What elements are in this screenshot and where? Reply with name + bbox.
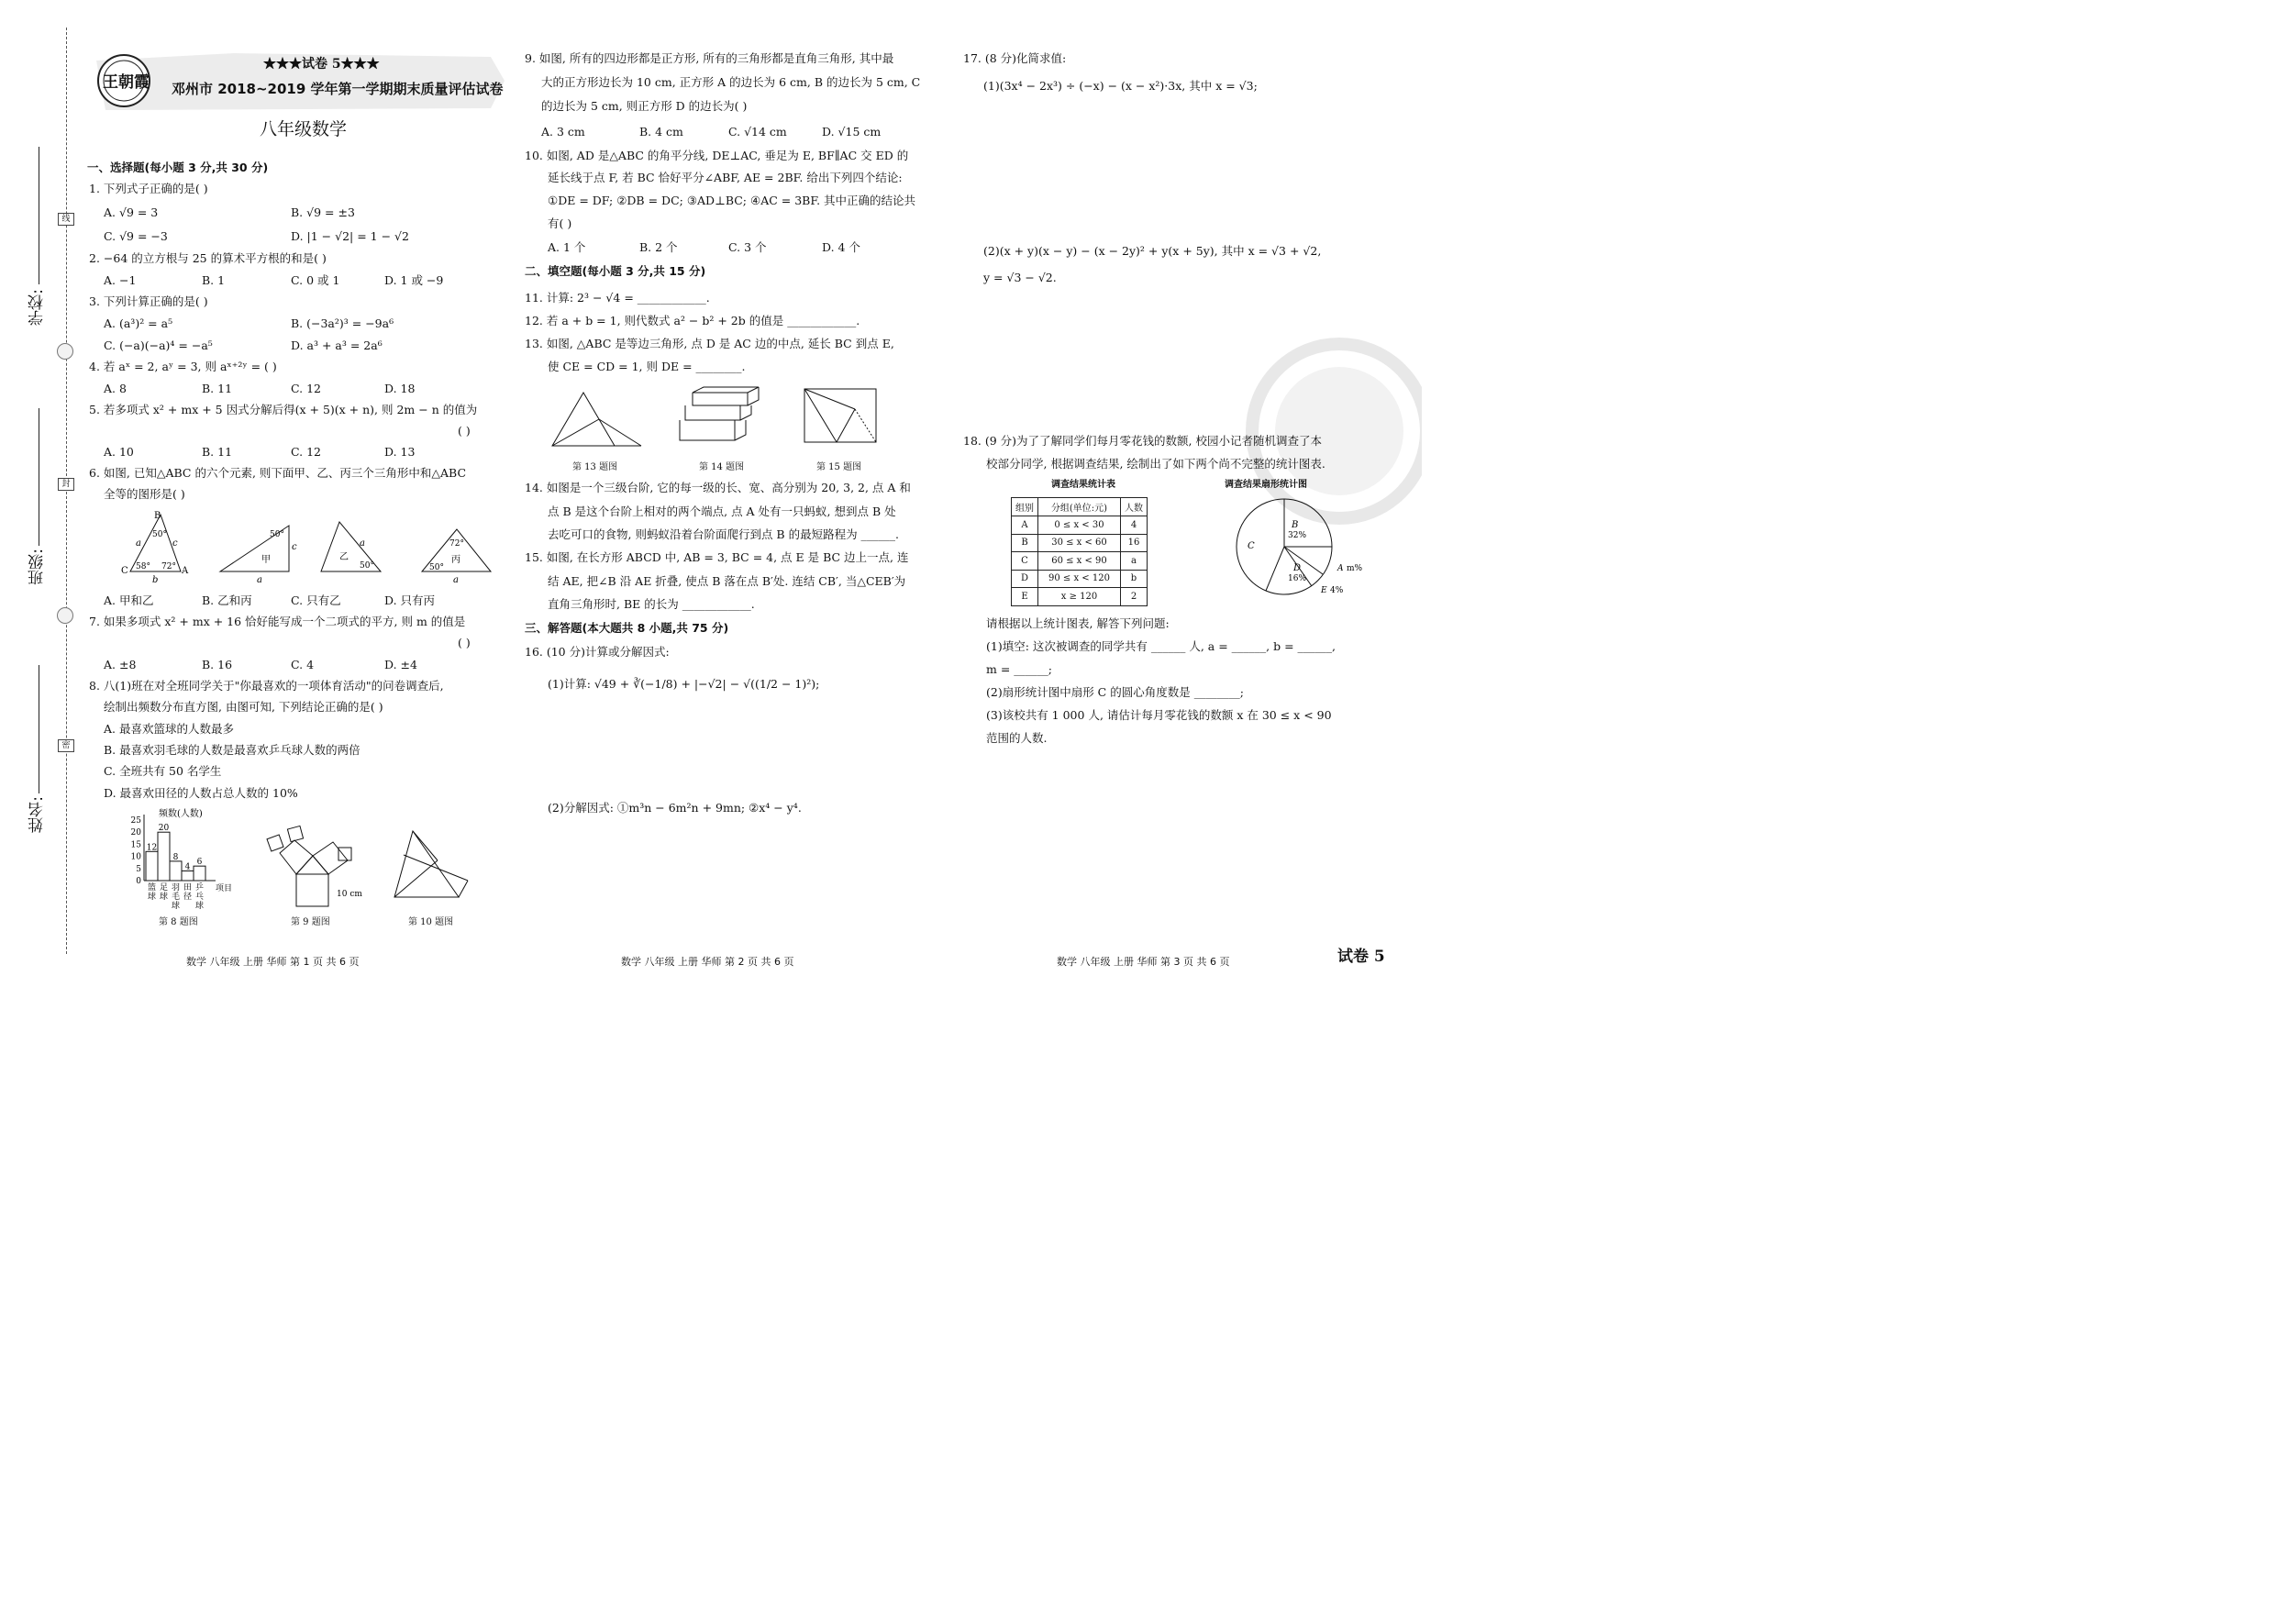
q7-option-d: D. ±4	[384, 658, 417, 671]
fig6-bing: 丙	[451, 555, 460, 565]
pie-label-D: D	[1293, 563, 1302, 573]
cut-line	[66, 28, 67, 954]
question-14: 14. 如图是一个三级台阶, 它的每一级的长、宽、高分别为 20, 3, 2, 点 A 和	[525, 481, 911, 494]
question-4: 4. 若 aˣ = 2, aʸ = 3, 则 aˣ⁺²ʸ = ( )	[89, 360, 277, 373]
fig6-side-a: a	[136, 538, 141, 549]
table-cell: C	[1012, 552, 1038, 571]
question-2: 2. −64 的立方根与 25 的算术平方根的和是( )	[89, 251, 327, 265]
question-8-cont: 绘制出频数分布直方图, 由图可知, 下列结论正确的是( )	[104, 700, 383, 714]
section-3-heading: 三、解答题(本大题共 8 小题,共 75 分)	[525, 621, 729, 635]
section-2-heading: 二、填空题(每小题 3 分,共 15 分)	[525, 264, 706, 278]
fig6-bing-a: a	[453, 575, 459, 585]
question-14-cont2: 去吃可口的食物, 则蚂蚁沿着台阶面爬行到点 B 的最短路程为 ______.	[548, 527, 900, 541]
hist-category-label: 球	[171, 902, 181, 911]
hist-bar	[194, 866, 205, 881]
fig6-bing-angle-72: 72°	[449, 539, 464, 549]
question-6-cont: 全等的图形是( )	[104, 487, 185, 501]
figure-6	[119, 509, 505, 587]
hist-bar-label: 4	[184, 862, 191, 872]
table-cell: 2	[1121, 588, 1148, 606]
question-16-part2: (2)分解因式: ①m³n − 6m²n + 9mn; ②x⁴ − y⁴.	[548, 801, 802, 815]
question-7: 7. 如果多项式 x² + mx + 16 恰好能写成一个二项式的平方, 则 m 的值是	[89, 615, 466, 628]
figure-9-caption: 第 9 题图	[291, 917, 330, 927]
q3-option-c: C. (−a)(−a)⁴ = −a⁵	[104, 338, 213, 352]
pie-label-A: A	[1337, 564, 1344, 573]
q10-option-a: A. 1 个	[548, 240, 586, 254]
question-6: 6. 如图, 已知△ABC 的六个元素, 则下面甲、乙、丙三个三角形中和△ABC	[89, 466, 467, 480]
table-row	[1012, 516, 1148, 535]
hist-y-tick: 0	[136, 877, 141, 886]
q8-option-b: B. 最喜欢羽毛球的人数是最喜欢乒乓球人数的两倍	[104, 743, 360, 757]
q1-option-d: D. |1 − √2| = 1 − √2	[291, 229, 409, 243]
question-16: 16. (10 分)计算或分解因式:	[525, 645, 670, 659]
q9-option-a: A. 3 cm	[541, 125, 585, 139]
table-cell: b	[1121, 570, 1148, 588]
hist-bar-label: 20	[158, 824, 170, 834]
binding-gutter	[0, 0, 87, 998]
question-12: 12. 若 a + b = 1, 则代数式 a² − b² + 2b 的值是 ____________.	[525, 314, 860, 327]
q5-option-d: D. 13	[384, 445, 416, 459]
q7-option-c: C. 4	[291, 658, 315, 671]
hist-category-label: 田	[183, 883, 193, 893]
pie-pct-E: 4%	[1330, 586, 1344, 595]
table-cell: A	[1012, 516, 1038, 535]
hist-y-tick: 10	[130, 852, 141, 862]
fig6-jia: 甲	[261, 555, 271, 565]
seal-mark: 封	[58, 478, 74, 491]
question-5: 5. 若多项式 x² + mx + 5 因式分解后得(x + 5)(x + n), 则 2m − n 的值为	[89, 403, 478, 416]
pie-chart	[1220, 495, 1385, 601]
table-cell: B	[1012, 534, 1038, 552]
q7-paren: ( )	[458, 636, 471, 649]
figure-15	[795, 383, 887, 455]
q8-option-c: C. 全班共有 50 名学生	[104, 764, 222, 778]
fig6-yi-a: a	[360, 538, 365, 549]
table-row	[1012, 570, 1148, 588]
fig6-jia-c: c	[292, 542, 297, 552]
hist-y-tick: 20	[130, 828, 141, 838]
seal-mark: 线	[58, 213, 74, 226]
hist-category-label: 羽	[171, 883, 181, 893]
hist-category-label: 球	[159, 893, 169, 902]
q9-option-c: C. √14 cm	[728, 125, 787, 139]
paper-number: ★★★试卷 5★★★	[263, 57, 380, 72]
fig6-side-c: c	[172, 538, 178, 549]
table-row	[1012, 552, 1148, 571]
subject-title: 八年级数学	[260, 119, 348, 139]
figure-13	[545, 385, 655, 457]
question-9-cont: 大的正方形边长为 10 cm, 正方形 A 的边长为 6 cm, B 的边长为 5 cm, C	[541, 75, 921, 89]
table-cell: x ≥ 120	[1038, 588, 1121, 606]
question-15-cont: 结 AE, 把∠B 沿 AE 折叠, 使点 B 落在点 B′处. 连结 CB′, 当△CEB′为	[548, 574, 906, 588]
question-13-cont: 使 CE = CD = 1, 则 DE = ________.	[548, 360, 746, 373]
q4-option-a: A. 8	[104, 382, 127, 395]
hist-bar-label: 8	[172, 852, 179, 862]
question-11: 11. 计算: 2³ − √4 = ____________.	[525, 291, 710, 305]
table-cell: 16	[1121, 534, 1148, 552]
hist-y-tick: 25	[130, 816, 141, 826]
question-18-part3: (3)该校共有 1 000 人, 请估计每月零花钱的数额 x 在 30 ≤ x < 90	[986, 708, 1332, 722]
question-17-part2: (2)(x + y)(x − y) − (x − 2y)² + y(x + 5y), 其中 x = √3 + √2,	[983, 244, 1322, 258]
q5-option-b: B. 11	[202, 445, 233, 459]
q2-option-c: C. 0 或 1	[291, 273, 340, 287]
hist-category-label: 径	[183, 893, 193, 902]
pie-pct-B: 32%	[1288, 531, 1307, 540]
fig6-angle-58: 58°	[136, 562, 150, 571]
hist-y-tick: 15	[130, 840, 141, 850]
q2-option-a: A. −1	[104, 273, 137, 287]
q3-option-a: A. (a³)² = a⁵	[104, 316, 173, 330]
q6-option-d: D. 只有丙	[384, 593, 436, 607]
page-1	[87, 0, 509, 998]
question-15-cont2: 直角三角形时, BE 的长为 ____________.	[548, 597, 755, 611]
question-18-instruction: 请根据以上统计图表, 解答下列问题:	[986, 616, 1170, 630]
question-17: 17. (8 分)化简求值:	[963, 51, 1067, 65]
question-18-part1-cont: m = ______;	[986, 662, 1052, 676]
table-cell: 90 ≤ x < 120	[1038, 570, 1121, 588]
question-10: 10. 如图, AD 是△ABC 的角平分线, DE⊥AC, 垂足为 E, BF∥AC 交 ED 的	[525, 149, 909, 162]
question-10-cont: 延长线于点 F, 若 BC 恰好平分∠ABF, AE = 2BF. 给出下列四个结论:	[548, 171, 903, 184]
table-header-cell: 分组(单位:元)	[1038, 498, 1121, 516]
table-cell: 4	[1121, 516, 1148, 535]
footer-page-2: 数学 八年级 上册 华师 第 2 页 共 6 页	[621, 956, 794, 968]
question-18-part2: (2)扇形统计图中扇形 C 的圆心角度数是 ________;	[986, 685, 1244, 699]
q1-option-b: B. √9 = ±3	[291, 205, 355, 219]
hist-bar-label: 12	[146, 843, 158, 853]
class-label: 班级:	[28, 549, 47, 585]
q5-paren: ( )	[458, 424, 471, 438]
q5-option-c: C. 12	[291, 445, 321, 459]
table-header-cell: 人数	[1121, 498, 1148, 516]
fig6-yi-angle: 50°	[360, 561, 374, 571]
figure-8-caption: 第 8 题图	[159, 917, 198, 927]
figure-14-caption: 第 14 题图	[699, 462, 745, 472]
binding-hole	[57, 343, 73, 360]
logo: 王朝霞	[103, 73, 150, 92]
hist-category-label: 球	[194, 902, 205, 911]
section-1-heading: 一、选择题(每小题 3 分,共 30 分)	[87, 161, 269, 174]
q1-option-c: C. √9 = −3	[104, 229, 168, 243]
question-8: 8. 八(1)班在对全班同学关于"你最喜欢的一项体育活动"的问卷调查后,	[89, 679, 444, 693]
figure-13-caption: 第 13 题图	[572, 462, 618, 472]
q6-option-a: A. 甲和乙	[104, 593, 154, 607]
fig6-yi: 乙	[339, 552, 349, 562]
footer-page-3: 数学 八年级 上册 华师 第 3 页 共 6 页	[1057, 956, 1230, 968]
hist-category-label: 足	[159, 883, 169, 893]
figure-8-histogram	[124, 804, 248, 914]
table-header-row	[1012, 498, 1148, 516]
hist-bar	[146, 851, 158, 881]
question-9-cont2: 的边长为 5 cm, 则正方形 D 的边长为( )	[541, 99, 748, 113]
question-14-cont: 点 B 是这个台阶上相对的两个端点, 点 A 处有一只蚂蚁, 想到点 B 处	[548, 505, 896, 518]
question-16-part1: (1)计算: √49 + ∛(−1/8) + |−√2| − √((1/2 − 1)²);	[548, 677, 820, 691]
paper-badge: 试卷 5	[1337, 948, 1385, 966]
fig6-jia-a: a	[257, 575, 262, 585]
figure-14	[676, 383, 768, 457]
q4-option-b: B. 11	[202, 382, 233, 395]
q2-option-d: D. 1 或 −9	[384, 273, 444, 287]
figure-9	[261, 824, 372, 911]
question-18-cont: 校部分同学, 根据调查结果, 绘制出了如下两个尚不完整的统计图表.	[986, 457, 1325, 471]
hist-category-label: 乓	[194, 893, 205, 902]
q10-option-b: B. 2 个	[639, 240, 678, 254]
table-cell: 30 ≤ x < 60	[1038, 534, 1121, 552]
hist-ylabel: 频数(人数)	[159, 809, 203, 819]
footer-page-1: 数学 八年级 上册 华师 第 1 页 共 6 页	[186, 956, 360, 968]
question-1: 1. 下列式子正确的是( )	[89, 182, 208, 195]
pie-label-B: B	[1292, 520, 1299, 530]
question-10-cont3: 有( )	[548, 216, 572, 230]
pie-label-E: E	[1321, 586, 1327, 595]
q8-option-a: A. 最喜欢篮球的人数最多	[104, 722, 234, 736]
figure-15-caption: 第 15 题图	[816, 462, 862, 472]
figure-10-caption: 第 10 题图	[408, 917, 454, 927]
name-label: 姓名:	[28, 796, 47, 833]
hist-y-tick: 5	[136, 864, 141, 874]
table-title: 调查结果统计表	[1051, 480, 1115, 490]
school-label: 学校:	[28, 289, 47, 326]
fig6-label-B: B	[154, 511, 161, 521]
q4-option-c: C. 12	[291, 382, 321, 395]
pie-title: 调查结果扇形统计图	[1225, 480, 1307, 490]
q3-option-d: D. a³ + a³ = 2a⁶	[291, 338, 383, 352]
seal-mark: 密	[58, 739, 74, 752]
question-3: 3. 下列计算正确的是( )	[89, 294, 208, 308]
fig6-side-b: b	[152, 575, 159, 585]
q4-option-d: D. 18	[384, 382, 416, 395]
fig6-bing-angle-50: 50°	[429, 563, 444, 572]
q5-option-a: A. 10	[104, 445, 134, 459]
q3-option-b: B. (−3a²)³ = −9a⁶	[291, 316, 394, 330]
hist-xlabel: 项目	[216, 884, 233, 893]
q6-option-c: C. 只有乙	[291, 593, 341, 607]
question-17-part2-cont: y = √3 − √2.	[983, 271, 1057, 284]
q6-option-b: B. 乙和丙	[202, 593, 252, 607]
hist-category-label: 毛	[171, 893, 181, 902]
fig6-angle-50: 50°	[152, 530, 167, 539]
table-cell: a	[1121, 552, 1148, 571]
hist-bar-label: 6	[196, 858, 203, 868]
hist-bar	[170, 861, 182, 881]
q8-option-d: D. 最喜欢田径的人数占总人数的 10%	[104, 786, 298, 800]
page-2	[525, 0, 947, 998]
table-row	[1012, 534, 1148, 552]
binding-hole	[57, 607, 73, 624]
pie-pct-D: 16%	[1288, 574, 1307, 583]
q9-option-d: D. √15 cm	[822, 125, 882, 139]
question-9: 9. 如图, 所有的四边形都是正方形, 所有的三角形都是直角三角形, 其中最	[525, 51, 894, 65]
question-15: 15. 如图, 在长方形 ABCD 中, AB = 3, BC = 4, 点 E 是 BC 边上一点, 连	[525, 550, 909, 564]
question-17-part1: (1)(3x⁴ − 2x³) ÷ (−x) − (x − x²)·3x, 其中 x = √3;	[983, 79, 1258, 93]
hist-category-label: 球	[147, 893, 157, 902]
q7-option-b: B. 16	[202, 658, 233, 671]
page-3	[963, 0, 1422, 998]
fig9-length: 10 cm	[337, 890, 362, 899]
q1-option-a: A. √9 = 3	[104, 205, 159, 219]
fig6-angle-72: 72°	[161, 562, 176, 571]
question-18: 18. (9 分)为了了解同学们每月零花钱的数额, 校园小记者随机调查了本	[963, 434, 1322, 448]
question-18-part3-cont: 范围的人数.	[986, 731, 1048, 745]
figure-10	[385, 824, 491, 911]
stats-table	[1011, 497, 1148, 606]
q7-option-a: A. ±8	[104, 658, 137, 671]
hist-bar	[158, 832, 170, 881]
table-cell: D	[1012, 570, 1038, 588]
table-cell: E	[1012, 588, 1038, 606]
q9-option-b: B. 4 cm	[639, 125, 683, 139]
table-row	[1012, 588, 1148, 606]
question-10-cont2: ①DE = DF; ②DB = DC; ③AD⊥BC; ④AC = 3BF. 其中正确的结论共	[548, 194, 916, 207]
pie-label-C: C	[1248, 541, 1255, 551]
fig6-label-A: A	[182, 566, 189, 576]
q10-option-c: C. 3 个	[728, 240, 767, 254]
fig6-jia-angle: 50°	[270, 530, 284, 539]
hist-category-label: 乒	[194, 883, 205, 893]
question-18-part1: (1)填空: 这次被调查的同学共有 ______ 人, a = ______, b = ______,	[986, 639, 1337, 653]
question-13: 13. 如图, △ABC 是等边三角形, 点 D 是 AC 边的中点, 延长 BC 到点 E,	[525, 337, 894, 350]
exam-title: 邓州市 2018~2019 学年第一学期期末质量评估试卷	[172, 81, 504, 97]
table-cell: 60 ≤ x < 90	[1038, 552, 1121, 571]
pie-pct-A: m%	[1347, 564, 1363, 573]
q2-option-b: B. 1	[202, 273, 226, 287]
hist-bar	[182, 871, 194, 881]
table-header-cell: 组别	[1012, 498, 1038, 516]
q10-option-d: D. 4 个	[822, 240, 860, 254]
fig6-label-C: C	[121, 566, 128, 576]
hist-category-label: 篮	[147, 883, 157, 893]
table-cell: 0 ≤ x < 30	[1038, 516, 1121, 535]
